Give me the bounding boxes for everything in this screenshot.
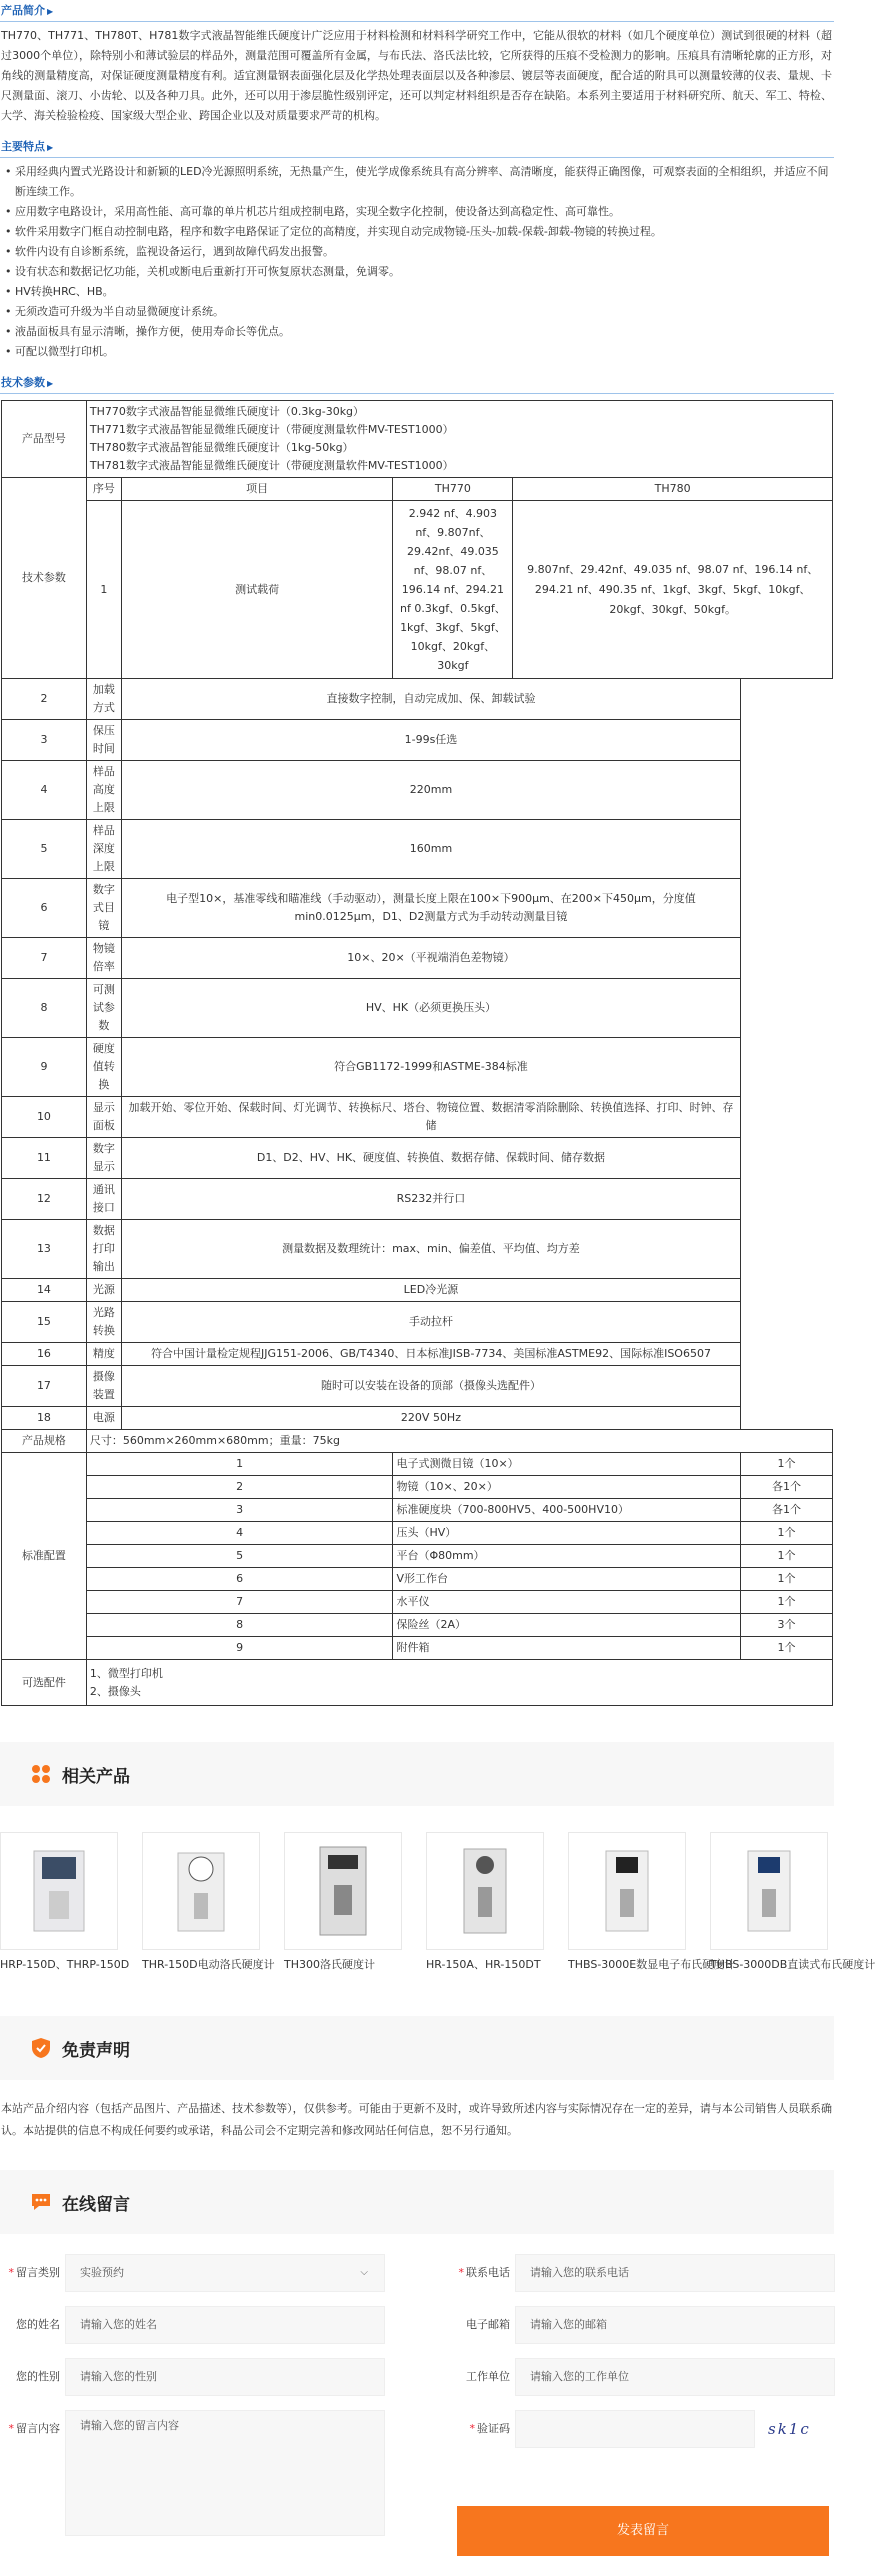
email-input[interactable]: 请输入您的邮箱 <box>515 2306 835 2344</box>
phone-input[interactable]: 请输入您的联系电话 <box>515 2254 835 2292</box>
feature-item: • 软件采用数字门框自动控制电路，程序和数字电路保证了定位的高精度，并实现自动完成物镜-压头-加载-保载-卸载-物镜的转换过程。 <box>1 222 834 242</box>
feature-item: • 液晶面板具有显示清晰，操作方便，使用寿命长等优点。 <box>1 322 834 342</box>
table-row: 13 数据打印输出 测量数据及数理统计：max、min、偏差值、平均值、均方差 <box>2 1220 833 1279</box>
product-image[interactable] <box>426 1832 544 1950</box>
product-card[interactable] <box>0 1832 130 1976</box>
name-label: 您的姓名 <box>16 2318 60 2331</box>
table-row: 4 样品高度上限 220mm <box>2 761 833 820</box>
gender-input[interactable]: 请输入您的性别 <box>65 2358 385 2396</box>
product-name[interactable]: THR-150D电动洛氏硬度计 <box>142 1958 275 1971</box>
captcha-input[interactable] <box>515 2410 755 2448</box>
content-label: * 留言内容 <box>8 2422 60 2435</box>
table-row: 可选配件 1、微型打印机 2、摄像头 <box>2 1660 833 1706</box>
product-card[interactable] <box>142 1832 275 1976</box>
table-row: 标准配置 1 电子式测微目镜（10×） 1个 <box>2 1453 833 1476</box>
table-row: 9 硬度值转换 符合GB1172-1999和ASTME-384标准 <box>2 1038 833 1097</box>
table-row: 2 物镜（10×、20×） 各1个 <box>2 1476 833 1499</box>
spec-section <box>0 372 834 1706</box>
product-name[interactable]: HRP-150D、THRP-150D <box>0 1958 130 1971</box>
product-card[interactable] <box>568 1832 736 1976</box>
chat-icon <box>30 2191 52 2213</box>
param-label: 技术参数 <box>2 478 87 679</box>
phone-label: * 联系电话 <box>458 2266 510 2279</box>
captcha-image[interactable]: sk1c <box>768 2420 811 2438</box>
table-row: 5 平台（Φ80mm） 1个 <box>2 1545 833 1568</box>
table-row: 17 摄像装置 随时可以安装在设备的顶部（摄像头选配件） <box>2 1366 833 1407</box>
feature-item: • 应用数字电路设计，采用高性能、高可靠的单片机芯片组成控制电路，实现全数字化控制，使设备达到高稳定性、高可靠性。 <box>1 202 834 222</box>
table-row: 3 标准硬度块（700-800HV5、400-500HV10） 各1个 <box>2 1499 833 1522</box>
table-row: 2 加载方式 直接数字控制，自动完成加、保、卸载试验 <box>2 679 833 720</box>
feature-item: • 无须改造可升级为半自动显微硬度计系统。 <box>1 302 834 322</box>
param-rows <box>2 679 833 1430</box>
chevron-down-icon: ⌵ <box>360 2267 368 2278</box>
table-row <box>2 401 833 478</box>
type-select[interactable]: 实验预约 ⌵ <box>65 2254 385 2292</box>
product-name[interactable]: THBS-3000E数显电子布氏硬度计 <box>568 1958 736 1971</box>
feature-item: • 软件内设有自诊断系统，监视设备运行，遇到故障代码发出报警。 <box>1 242 834 262</box>
intro-title: 产品简介 ▶ <box>0 0 834 22</box>
feature-item: • HV转换HRC、HB。 <box>1 282 834 302</box>
table-row: 10 显示面板 加载开始、零位开始、保载时间、灯光调节、转换标尺、塔台、物镜位置、数据清零消除删除、转换值选择、打印、时钟、存储 <box>2 1097 833 1138</box>
product-card[interactable] <box>426 1832 544 1976</box>
gender-label: 您的性别 <box>16 2370 60 2383</box>
message-form <box>0 2254 834 2538</box>
related-products <box>0 1806 875 1976</box>
triangle-right-icon: ▶ <box>47 143 54 152</box>
intro-text: TH770、TH771、TH780T、H781数字式液晶智能维氏硬度计广泛应用于材料检测和材料科学研究工作中，它能从很软的材料（如几个硬度单位）测试到很硬的材料（超过3000个单位），除特别小和薄试验层的样品外，测量范围可覆盖所有金属，与布氏法、洛氏法比较，它所获得的压痕不受检测力的影响。压痕具有清晰轮廓的正方形，对角线的测量精度高，对保证硬度测量精度有利。适宜测量钢表面强化层及化学热处理表面层以及各种渗层、镀层等表面硬度，配合适的附具可以测量较薄的仪表、量规、卡尺测量面、滚刀、小齿轮、以及各种刀具。此外，还可以用于渗层脆性级别评定，还可以判定材料组织是否存在缺陷。本系列主要适用于材料研究所、航天、军工、特检、大学、海关检验检疫、国家级大型企业、跨国企业以及对质量要求严苛的机构。 <box>1 29 832 122</box>
product-name[interactable]: HR-150A、HR-150DT <box>426 1958 541 1971</box>
feature-item: • 设有状态和数据记忆功能，关机或断电后重新打开可恢复原状态测量，免调零。 <box>1 262 834 282</box>
std-rows <box>2 1453 833 1660</box>
submit-button[interactable]: 发表留言 <box>457 2506 829 2556</box>
table-row: 技术参数 序号 项目 TH770 TH780 <box>2 478 833 501</box>
model-list: TH770数字式液晶智能显微维氏硬度计（0.3kg-30kg） TH771数字式液晶智能显微维氏硬度计（带硬度测量软件MV-TEST1000） TH780数字式液晶智能显微维氏硬度计（1kg-50kg） TH781数字式液晶智能显微维氏硬度计（带硬度测量软件MV-TEST1000） <box>86 401 832 478</box>
table-row: 6 V形工作台 1个 <box>2 1568 833 1591</box>
feature-item: • 采用经典内置式光路设计和新颖的LED冷光源照明系统，无热量产生，使光学成像系统具有高分辨率、高清晰度，能获得正确图像，可观察表面的全相组织，并适应不间断连续工作。 <box>1 162 834 202</box>
table-row: 11 数字显示 D1、D2、HV、HK、硬度值、转换值、数据存储、保载时间、储存数据 <box>2 1138 833 1179</box>
product-image[interactable] <box>0 1832 118 1950</box>
table-row: 8 保险丝（2A） 3个 <box>2 1614 833 1637</box>
table-row: 7 水平仪 1个 <box>2 1591 833 1614</box>
disclaimer-header <box>0 2016 834 2080</box>
message-header <box>0 2170 834 2234</box>
related-header <box>0 1742 834 1806</box>
table-row: 18 电源 220V 50Hz <box>2 1407 833 1430</box>
table-row: 5 样品深度上限 160mm <box>2 820 833 879</box>
name-input[interactable]: 请输入您的姓名 <box>65 2306 385 2344</box>
product-card[interactable] <box>284 1832 402 1976</box>
table-row: 8 可测试参数 HV、HK（必须更换压头） <box>2 979 833 1038</box>
table-row: 12 通讯接口 RS232并行口 <box>2 1179 833 1220</box>
product-image[interactable] <box>142 1832 260 1950</box>
table-row: 15 光路转换 手动拉杆 <box>2 1302 833 1343</box>
table-row: 产品规格 尺寸：560mm×260mm×680mm；重量：75kg <box>2 1430 833 1453</box>
company-input[interactable]: 请输入您的工作单位 <box>515 2358 835 2396</box>
product-name[interactable]: TH300洛氏硬度计 <box>284 1958 375 1971</box>
table-row: 4 压头（HV） 1个 <box>2 1522 833 1545</box>
company-label: 工作单位 <box>466 2370 510 2383</box>
table-row: 16 精度 符合中国计量检定规程JJG151-2006、GB/T4340、日本标准JISB-7734、美国标准ASTME92、国际标准ISO6507 <box>2 1343 833 1366</box>
shield-icon <box>30 2037 52 2059</box>
product-card[interactable] <box>710 1832 875 1976</box>
table-row: 7 物镜倍率 10×、20×（平视端消色差物镜） <box>2 938 833 979</box>
model-label: 产品型号 <box>2 401 87 478</box>
grid-icon <box>30 1763 52 1785</box>
triangle-right-icon: ▶ <box>47 379 54 388</box>
table-row: 1 测试载荷 2.942 nf、4.903 nf、9.807nf、29.42nf、49.035 nf、98.07 nf、196.14 nf、294.21 nf 0.3kgf、0.5kgf、1kgf、3kgf、5kgf、10kgf、20kgf、30kgf 9.807nf、29.42nf、49.035 nf、98.07 nf、196.14 nf、294.21 nf、490.35 nf、1kgf、3kgf、5kgf、10kgf、20kgf、30kgf、50kgf。 <box>2 501 833 679</box>
feature-list <box>0 158 834 372</box>
intro-section <box>0 0 834 136</box>
table-row: 3 保压时间 1-99s任选 <box>2 720 833 761</box>
product-name[interactable]: THBS-3000DB直读式布氏硬度计 <box>710 1958 875 1971</box>
related-title: 相关产品 <box>62 1766 130 1787</box>
email-label: 电子邮箱 <box>466 2318 510 2331</box>
table-row: 6 数字式目镜 电子型10×，基准零线和瞄准线（手动驱动），测量长度上限在100×下900μm、在200×下450μm，分度值min0.0125μm，D1、D2测量方式为手动转动测量目镜 <box>2 879 833 938</box>
disclaimer-title: 免责声明 <box>62 2040 130 2061</box>
features-title: 主要特点 ▶ <box>0 136 834 158</box>
feature-item: • 可配以微型打印机。 <box>1 342 834 362</box>
product-image[interactable] <box>568 1832 686 1950</box>
spec-table <box>1 400 833 1706</box>
table-row: 14 光源 LED冷光源 <box>2 1279 833 1302</box>
content-textarea[interactable]: 请输入您的留言内容 <box>65 2410 385 2536</box>
message-title: 在线留言 <box>62 2194 130 2215</box>
table-row: 9 附件箱 1个 <box>2 1637 833 1660</box>
triangle-right-icon: ▶ <box>47 7 54 16</box>
captcha-label: * 验证码 <box>469 2422 510 2435</box>
disclaimer-text: 本站产品介绍内容（包括产品图片、产品描述、技术参数等），仅供参考。可能由于更新不及时，或许导致所述内容与实际情况存在一定的差异，请与本公司销售人员联系确认。本站提供的信息不构成任何要约或承诺，科晶公司会不定期完善和修改网站任何信息，恕不另行通知。 <box>1 2102 832 2137</box>
product-image[interactable] <box>284 1832 402 1950</box>
product-image[interactable] <box>710 1832 828 1950</box>
spec-title: 技术参数 ▶ <box>0 372 834 394</box>
features-section <box>0 136 834 372</box>
type-label: * 留言类别 <box>8 2266 60 2279</box>
